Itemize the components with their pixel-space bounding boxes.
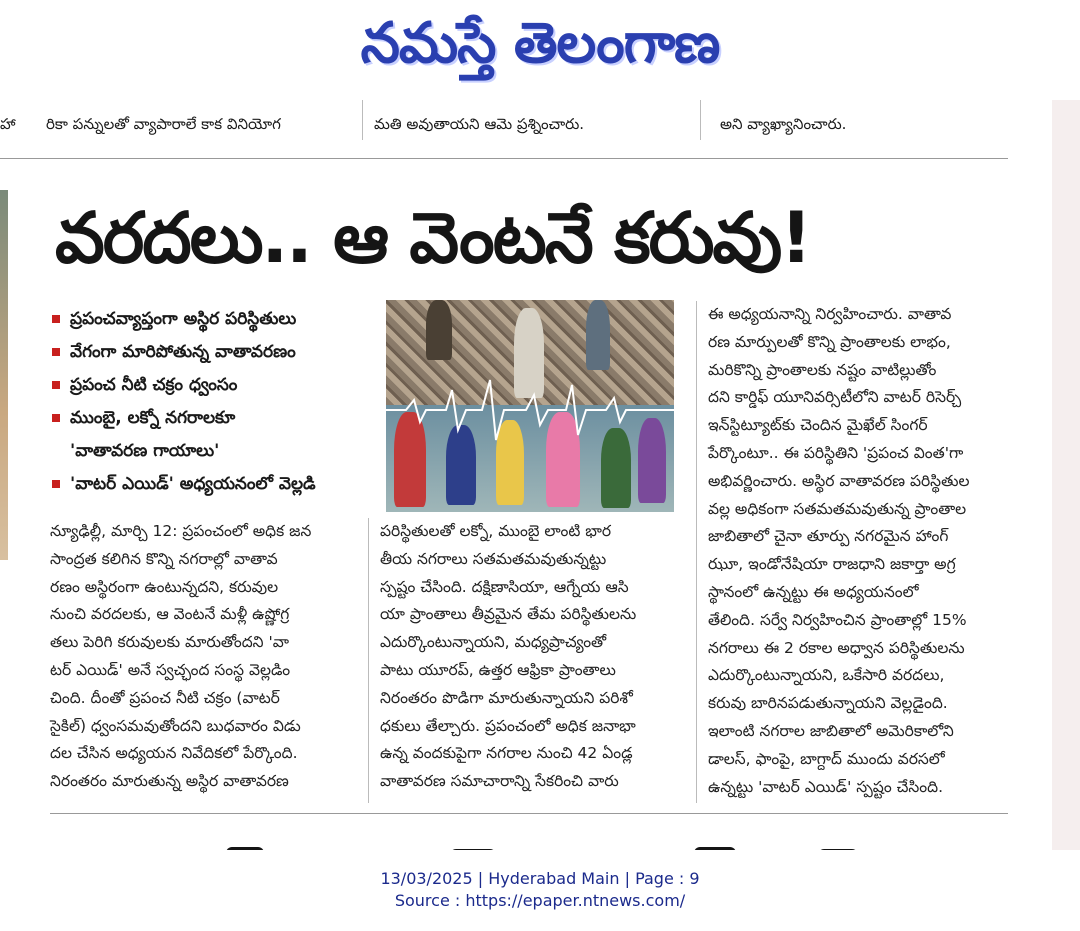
article-column-left: న్యూఢిల్లీ, మార్చి 12: ప్రపంచంలో అధిక జన సాంద్రత కలిగిన కొన్ని నగరాల్లో వాతావ రణం అస్థిరంగా ఉంటున్నదని, కరువుల నుంచి వరదలకు, ఆ వెంటనే మళ్లీ ఉష్ణోగ్ర తలు పెరిగి కరువులకు మారుతోందని 'వా టర్ ఎయిడ్' అనే స్వచ్ఛంద సంస్థ వెల్లడిం చింది. దీంతో ప్రపంచ నీటి చక్రం (వాటర్ సైకిల్) ధ్వంసమవుతోందని బుధవారం విడు దల చేసిన అధ్యయన నివేదికలో పేర్కొంది. నిరంతరం మారుతున్న అస్థిర వాతావరణ xyxy=(50,522,312,791)
next-headline-cropped xyxy=(70,823,1020,850)
column-divider xyxy=(362,100,363,140)
waveform-graphic xyxy=(386,370,674,450)
adjacent-photo-edge xyxy=(0,190,8,560)
snippet: రికా పన్నులతో వ్యాపారాలే కాక వినియోగ xyxy=(46,115,281,133)
snippet: మతి అవుతాయని ఆమె ప్రశ్నించారు. xyxy=(374,115,585,133)
snippet: హా xyxy=(0,115,16,133)
cropped-headline-glyphs xyxy=(70,825,1020,850)
page-footer xyxy=(0,868,1080,912)
article-column-right: ఈ అధ్యయనాన్ని నిర్వహించారు. వాతావ రణ మార్పులతో కొన్ని ప్రాంతాలకు లాభం, మరికొన్ని ప్రాంతాలకు నష్టం వాటిల్లుతోం దని కార్డిఫ్ యూనివర్సిటీలోని వాటర్ రిసెర్చ్ ఇన్‌స్టిట్యూట్‌కు చెందిన మైఖేల్ సింగర్ పేర్కొంటూ.. ఈ పరిస్థితిని 'ప్రపంచ వింత'గా అభివర్ణించారు. అస్థిర వాతావరణ పరిస్థితుల వల్ల అధికంగా సతమతమవుతున్న ప్రాంతాల జాబితాలో చైనా తూర్పు నగరమైన హాంగ్ ఝూ, ఇండోనేషియా రాజధాని జకార్తా అగ్ర స్థానంలో ఉన్నట్టు ఈ అధ్యయనంలో తేలింది. సర్వే నిర్వహించిన ప్రాంతాల్లో 15% నగరాలు ఈ 2 రకాల అధ్వాన పరిస్థితులను ఎదుర్కొంటున్నాయని, ఒకేసారి వరదలు, కరువు బారినపడుతున్నాయని వెల్లడైంది. ఇలాంటి నగరాల జాబితాలో అమెరికాలోని డాలస్, ఫాంపై, బాగ్దాద్ ముందు వరసలో ఉన్నట్టు 'వాటర్ ఎయిడ్' స్పష్టం చేసింది. xyxy=(708,305,970,796)
snippet: అని వ్యాఖ్యానించారు. xyxy=(720,115,847,133)
bullet-item: ప్రపంచ నీటి చక్రం ధ్వంసం xyxy=(50,369,370,402)
source-link[interactable]: Source : https://epaper.ntnews.com/ xyxy=(394,891,686,910)
article-headline: వరదలు.. ఆ వెంటనే కరువు! xyxy=(55,197,811,279)
bullet-square-icon xyxy=(52,315,60,323)
column-divider xyxy=(700,100,701,140)
bullet-item: ముంబై, లక్నో నగరాలకూ xyxy=(50,402,370,435)
masthead xyxy=(0,0,1080,95)
bullet-square-icon xyxy=(52,480,60,488)
bullet-square-icon xyxy=(52,381,60,389)
section-rule xyxy=(0,158,1008,159)
bullet-item: 'వాటర్ ఎయిడ్' అధ్యయనంలో వెల్లడి xyxy=(50,468,370,501)
highlight-bullets xyxy=(50,303,370,501)
article-column-middle: పరిస్థితులతో లక్నో, ముంబై లాంటి భార తీయ నగరాలు సతమతమవుతున్నట్టు స్పష్టం చేసింది. దక్షిణాసియా, ఆగ్నేయ ఆసి యా ప్రాంతాలు తీవ్రమైన తేమ పరిస్థితులను ఎదుర్కొంటున్నాయని, మధ్యప్రాచ్యంతో పాటు యూరప్, ఉత్తర ఆఫ్రికా ప్రాంతాలు నిరంతరం పొడిగా మారుతున్నాయని పరిశో ధకులు తేల్చారు. ప్రపంచంలో అధిక జనాభా ఉన్న వందకుపైగా నగరాల నుంచి 42 ఏండ్ల వాతావరణ సమాచారాన్ని సేకరించి వారు xyxy=(380,522,637,791)
bullet-item: ప్రపంచవ్యాప్తంగా అస్థిర పరిస్థితులు xyxy=(50,303,370,336)
edition-info: 13/03/2025 | Hyderabad Main | Page : 9 xyxy=(380,869,700,888)
bullet-item: వేగంగా మారిపోతున్న వాతావరణం xyxy=(50,336,370,369)
bullet-item-continued: 'వాతావరణ గాయాలు' xyxy=(70,441,220,461)
page-margin xyxy=(1052,100,1080,850)
column-divider xyxy=(368,518,369,803)
column-divider xyxy=(696,301,697,803)
bullet-square-icon xyxy=(52,348,60,356)
newspaper-logo: నమస్తే తెలంగాణ xyxy=(360,11,720,76)
bullet-square-icon xyxy=(52,414,60,422)
newspaper-page xyxy=(0,95,1052,850)
previous-article-strip xyxy=(0,100,1052,160)
section-rule xyxy=(50,813,1008,814)
article-photo xyxy=(386,300,674,512)
